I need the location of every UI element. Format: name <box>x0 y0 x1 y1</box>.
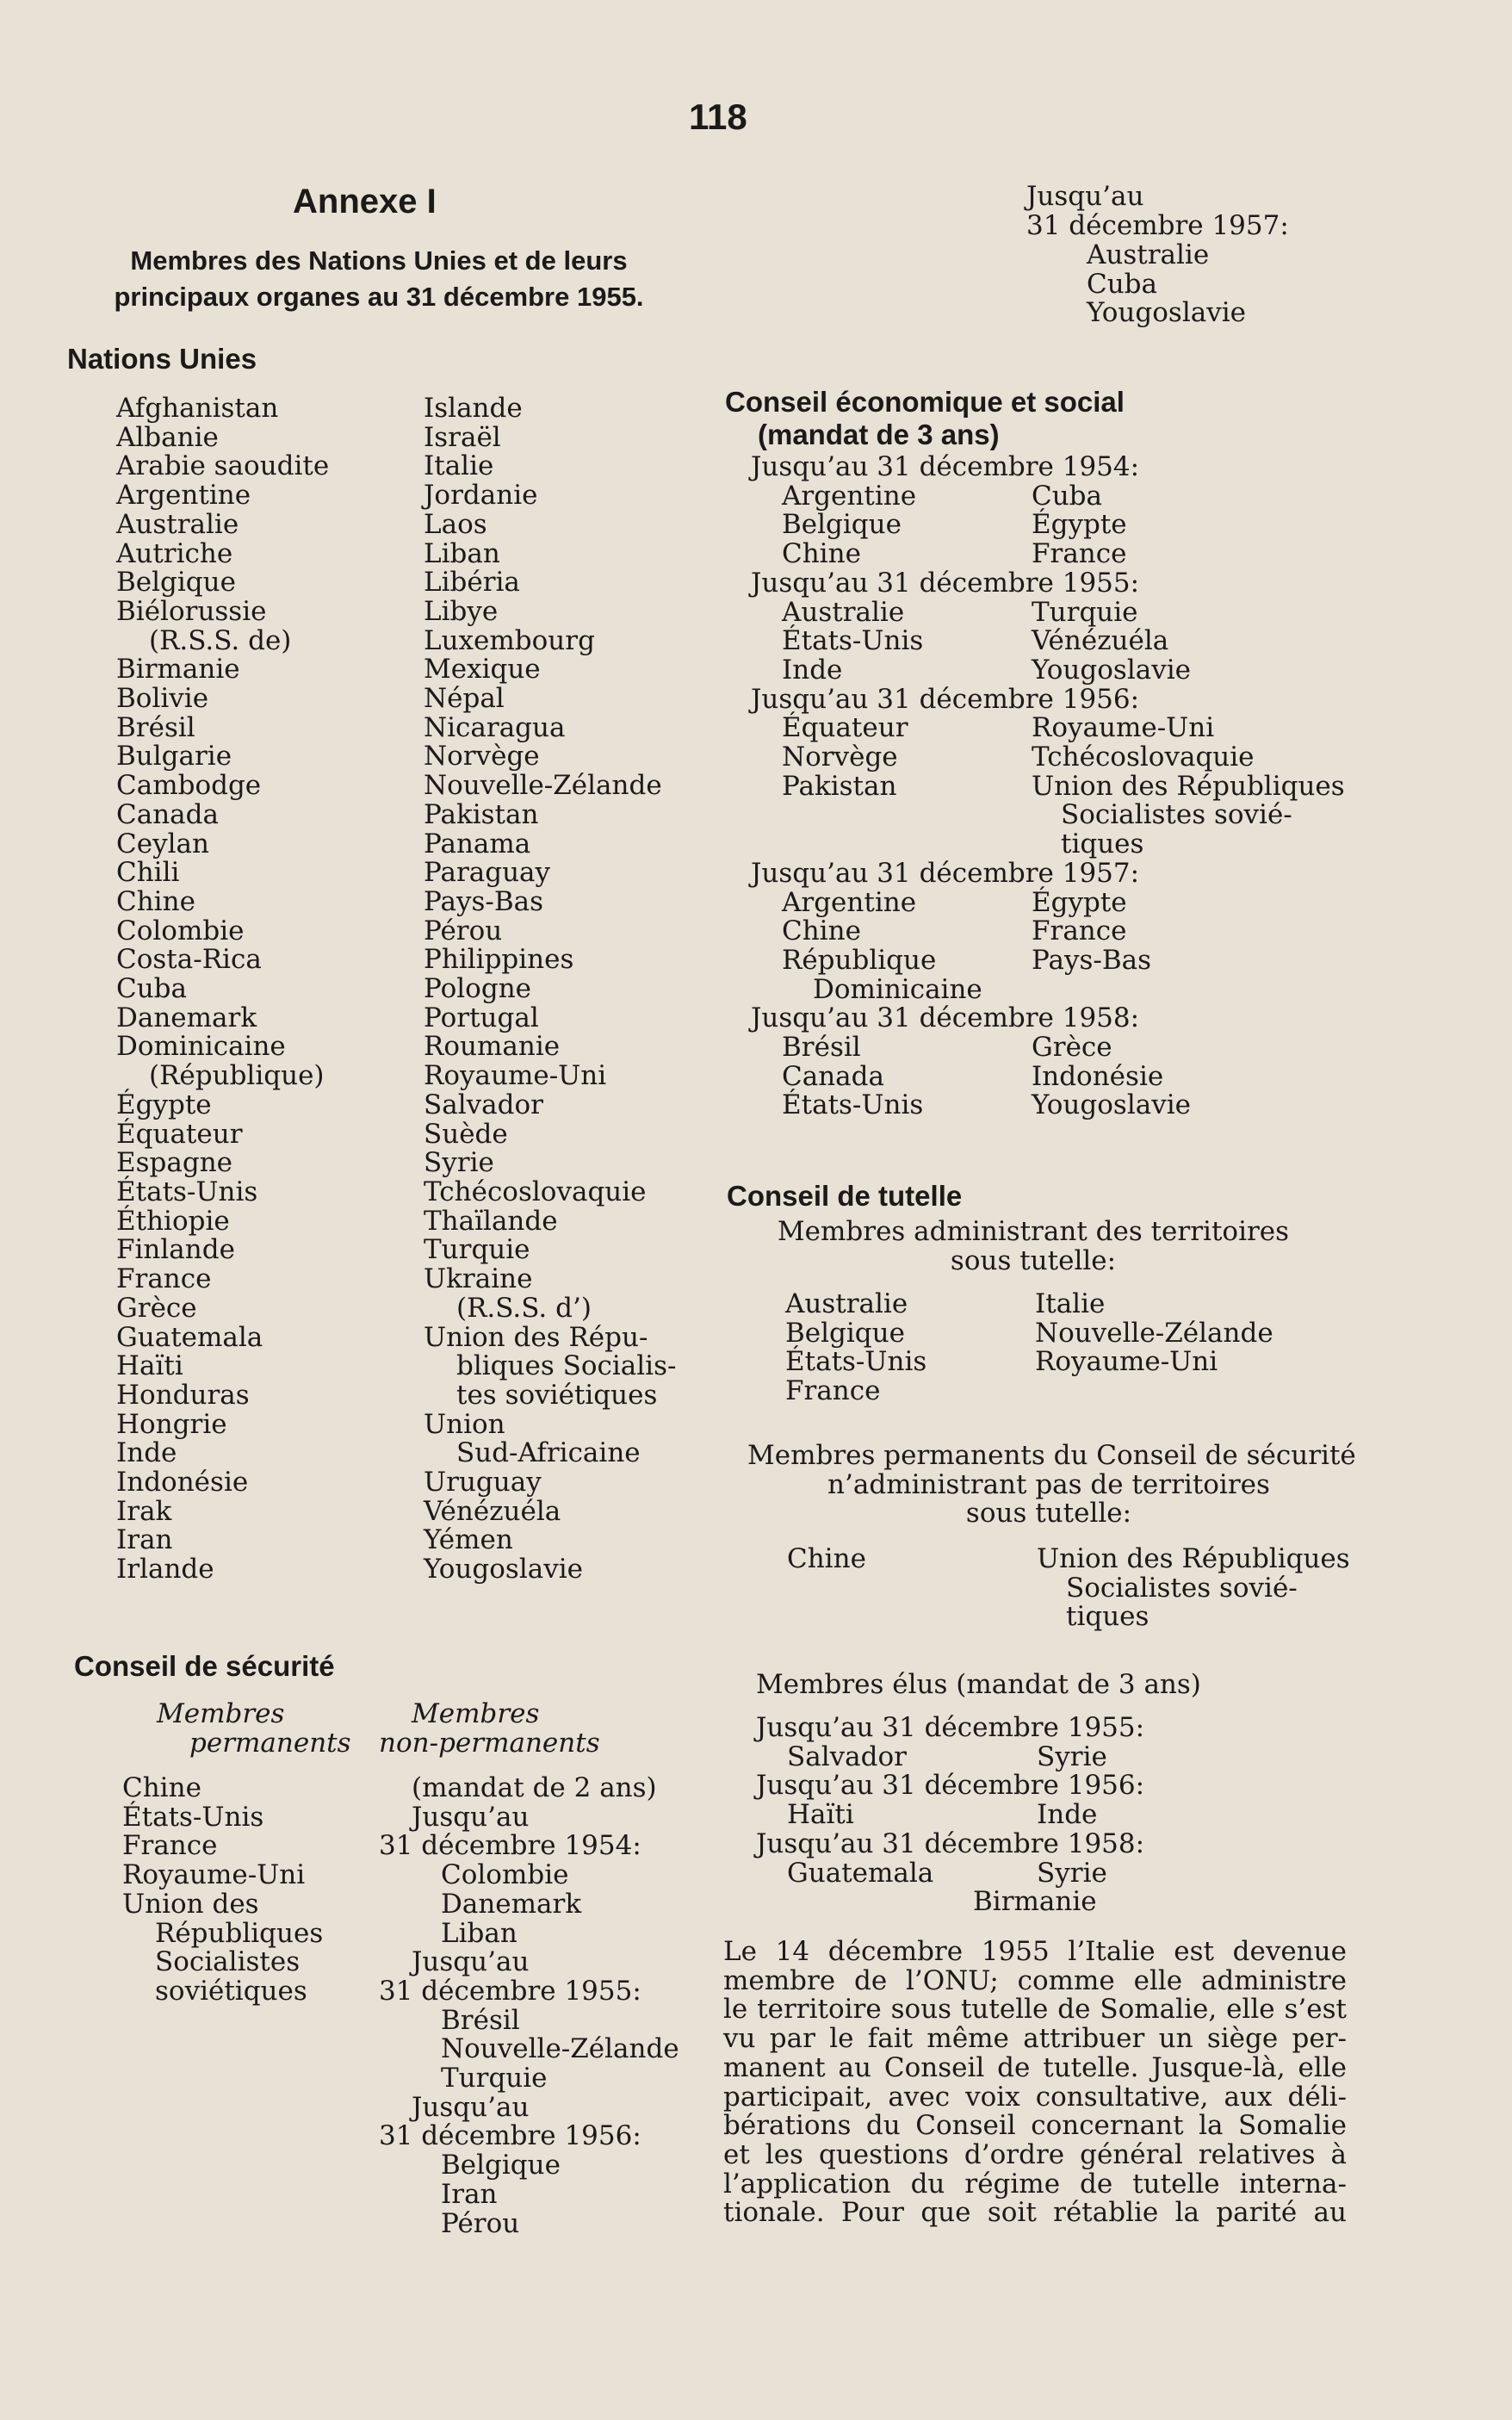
elected-member: Birmanie <box>973 1886 1097 1918</box>
ecosoc-member: France <box>1032 538 1127 570</box>
spacer <box>1032 976 1342 1005</box>
ecosoc-member: Canada <box>782 1060 884 1092</box>
security-heading: Conseil de sécurité <box>74 1650 335 1682</box>
nonpermanent-member: Brésil <box>441 2004 520 2036</box>
member-name: Libéria <box>424 567 520 599</box>
ecosoc-member: Pays-Bas <box>1032 944 1152 976</box>
permanent-member: Socialistes <box>155 1946 301 1978</box>
page-number: 118 <box>689 96 747 137</box>
member-name: Belgique <box>116 567 236 599</box>
paragraph-line: vu par le fait même attribuer un siège per- <box>723 2023 1347 2055</box>
admin-member: France <box>785 1375 881 1407</box>
ecosoc-member: Égypte <box>1032 509 1127 541</box>
paragraph-line: Le 14 décembre 1955 l’Italie est devenue <box>723 1936 1347 1967</box>
member-name: Afghanistan <box>116 393 279 424</box>
member-name: Inde <box>116 1437 177 1469</box>
member-name: Norvège <box>424 741 540 773</box>
term-date: 31 décembre 1954: <box>379 1830 641 1862</box>
paragraph-line: le territoire sous tutelle de Somalie, elle s’est <box>723 1994 1347 2026</box>
permanent-member: Républiques <box>155 1917 324 1949</box>
ecosoc-member: Dominicaine <box>813 973 982 1005</box>
member-name: (R.S.S. de) <box>149 624 292 656</box>
member-name: Australie <box>116 508 239 540</box>
annex-title: Annexe I <box>293 183 437 220</box>
member-name: Pérou <box>424 915 503 946</box>
nonpermanent-member: Colombie <box>441 1859 569 1891</box>
ecosoc-member: Grèce <box>1032 1032 1112 1064</box>
spacer <box>782 801 1032 830</box>
ecosoc-member: République <box>782 944 937 976</box>
member-name: Népal <box>424 683 505 715</box>
ecosoc-group <box>782 596 1342 686</box>
mandate-note: (mandat de 2 ans) <box>412 1772 657 1803</box>
member-name: Tchécoslovaquie <box>424 1176 647 1207</box>
member-name: Danemark <box>116 1002 257 1033</box>
nonpermanent-members-list <box>379 1774 679 2238</box>
admin-member: Nouvelle-Zélande <box>1035 1317 1273 1349</box>
permanent-member: France <box>122 1830 218 1862</box>
perm-heading-line: Membres permanents du Conseil de sécurité <box>747 1440 1356 1471</box>
perm-heading-line: sous tutelle: <box>965 1498 1132 1530</box>
member-name: Pakistan <box>424 798 539 830</box>
member-name: Cuba <box>116 973 188 1005</box>
member-name: Bolivie <box>116 683 209 715</box>
perm-nonadmin-left: Chine <box>787 1543 866 1574</box>
elected-members <box>756 1714 1295 1917</box>
ecosoc-member: Vénézuéla <box>1032 625 1169 657</box>
ecosoc-member: Chine <box>782 538 861 570</box>
until-label: Jusqu’au <box>412 1801 530 1833</box>
term-date: Jusqu’au 31 décembre 1956: <box>756 1770 1145 1802</box>
member-name: Iran <box>116 1524 173 1556</box>
paragraph-line: participait, avec voix consultative, aux déli- <box>723 2081 1347 2113</box>
member-name: Turquie <box>424 1234 530 1266</box>
ecosoc-member: Équateur <box>782 712 908 744</box>
admin-member: Belgique <box>785 1317 905 1349</box>
nonpermanent-header <box>379 1700 600 1758</box>
nonpermanent-member: Turquie <box>441 2063 548 2094</box>
member-name: Honduras <box>116 1379 250 1411</box>
paragraph-line: bérations du Conseil concernant la Somalie <box>723 2110 1347 2142</box>
perm-member: Union des Républiques <box>1037 1543 1350 1574</box>
security-1957-block <box>1026 183 1143 212</box>
member-name: Union <box>424 1408 505 1440</box>
until-label: Jusqu’au <box>412 1946 530 1978</box>
nonpermanent-member: Nouvelle-Zélande <box>441 2033 679 2065</box>
perm-nonadmin-right <box>1037 1545 1350 1632</box>
ecosoc-member: Inde <box>782 654 843 686</box>
member-name: Jordanie <box>424 480 538 512</box>
member-name: Costa-Rica <box>116 944 262 976</box>
member-name: Panama <box>424 828 531 859</box>
member-name: Irlande <box>116 1554 214 1585</box>
ecosoc-member: Tchécoslovaquie <box>1032 742 1255 773</box>
ecosoc-member: France <box>1032 915 1127 947</box>
member-name: Thaïlande <box>424 1205 558 1237</box>
member-name: Bulgarie <box>116 741 232 773</box>
member-name: Paraguay <box>424 857 551 889</box>
member-name: Suède <box>424 1118 508 1150</box>
member-name: Canada <box>116 798 219 830</box>
subtitle <box>69 243 689 315</box>
until-label: Jusqu’au <box>1026 181 1144 212</box>
member-name: Pologne <box>424 973 531 1005</box>
spacer <box>782 830 1032 859</box>
elected-member: Inde <box>1037 1799 1098 1831</box>
elected-member: Syrie <box>1037 1741 1107 1772</box>
ecosoc-member: Brésil <box>782 1032 861 1064</box>
ecosoc-group <box>782 712 1345 860</box>
ecosoc-member: Yougoslavie <box>1032 1089 1191 1121</box>
member-name: Irak <box>116 1495 172 1527</box>
admin-heading-line: Membres administrant des territoires <box>777 1216 1290 1247</box>
nonpermanent-member: Cuba <box>1087 268 1158 300</box>
member-name: Laos <box>424 508 487 540</box>
member-name: Espagne <box>116 1147 233 1179</box>
member-name: Dominicaine <box>116 1031 286 1063</box>
admin-member <box>1035 1377 1345 1406</box>
elected-member: Syrie <box>1037 1857 1107 1889</box>
member-name: Libye <box>424 595 499 627</box>
ecosoc-member: Chine <box>782 915 861 947</box>
member-name: Birmanie <box>116 654 240 686</box>
permanent-member: Chine <box>122 1772 201 1803</box>
term-date: Jusqu’au 31 décembre 1956: <box>751 683 1140 715</box>
un-members-col1 <box>116 394 329 1585</box>
term-date: Jusqu’au 31 décembre 1957: <box>751 857 1140 889</box>
member-name: Mexique <box>424 654 541 686</box>
member-name: Yémen <box>424 1524 513 1556</box>
nonpermanent-member: Iran <box>441 2178 498 2210</box>
member-name: Ukraine <box>424 1263 533 1295</box>
ecosoc-member: tiques <box>1061 828 1144 860</box>
member-name: Israël <box>424 421 501 453</box>
member-name: Roumanie <box>424 1031 561 1063</box>
admin-members-list <box>785 1290 1345 1406</box>
ecosoc-group <box>782 886 1342 1005</box>
elected-row <box>787 1859 1295 1889</box>
member-name: Pays-Bas <box>424 885 544 917</box>
member-name: tes soviétiques <box>456 1379 658 1411</box>
nonpermanent-header-line: Membres <box>412 1698 540 1729</box>
ecosoc-member: Argentine <box>782 886 917 918</box>
ecosoc-member: Australie <box>782 596 905 628</box>
member-name: Chili <box>116 857 180 889</box>
ecosoc-member: États-Unis <box>782 625 924 657</box>
member-name: Syrie <box>424 1147 494 1179</box>
admin-member: États-Unis <box>785 1346 927 1378</box>
permanent-member: États-Unis <box>122 1801 264 1833</box>
term-date: 31 décembre 1955: <box>379 1975 641 2007</box>
member-name: Nicaragua <box>424 711 566 743</box>
term-date: 31 décembre 1956: <box>379 2120 641 2152</box>
member-name: Finlande <box>116 1234 235 1266</box>
subtitle-line: Membres des Nations Unies et de leurs <box>130 245 628 276</box>
member-name: Éthiopie <box>116 1205 230 1237</box>
permanent-member: Union des <box>122 1888 259 1920</box>
member-name: Royaume-Uni <box>424 1060 607 1092</box>
ecosoc-members <box>751 451 1345 1121</box>
ecosoc-member: Socialistes sovié- <box>1061 799 1292 831</box>
admin-member: Royaume-Uni <box>1035 1346 1218 1378</box>
perm-member: Socialistes sovié- <box>1066 1572 1298 1604</box>
perm-heading-line: n’administrant pas de territoires <box>827 1468 1270 1500</box>
ecosoc-member: Turquie <box>1032 596 1138 628</box>
ecosoc-member: Cuba <box>1032 480 1103 512</box>
member-name: Brésil <box>116 711 195 743</box>
ecosoc-group <box>782 1033 1342 1120</box>
member-name: Italie <box>424 450 494 482</box>
paragraph-line: l’application du régime de tutelle interna- <box>723 2168 1347 2200</box>
member-name: Yougoslavie <box>424 1554 583 1585</box>
permanent-member: soviétiques <box>155 1975 307 2007</box>
elected-row <box>787 1801 1295 1830</box>
member-name: Guatemala <box>116 1321 263 1353</box>
nonpermanent-header-line: non-permanents <box>379 1727 600 1759</box>
term-date: Jusqu’au 31 décembre 1958: <box>751 1002 1140 1034</box>
un-heading: Nations Unies <box>67 343 257 375</box>
ecosoc-heading-line: (mandat de 3 ans) <box>758 419 1000 450</box>
nonpermanent-member: Yougoslavie <box>1087 297 1246 329</box>
ecosoc-member: Belgique <box>782 509 902 541</box>
member-name: Salvador <box>424 1089 543 1120</box>
member-name: Égypte <box>116 1089 212 1120</box>
term-date: Jusqu’au 31 décembre 1955: <box>756 1712 1145 1743</box>
member-name: Équateur <box>116 1118 243 1150</box>
ecosoc-heading-line: Conseil économique et social <box>725 386 1125 418</box>
note-paragraph <box>723 1938 1347 2228</box>
member-name: (République) <box>149 1060 325 1092</box>
nonpermanent-member: Belgique <box>441 2150 561 2181</box>
ecosoc-member: Égypte <box>1032 886 1127 918</box>
member-name: Cambodge <box>116 770 262 802</box>
permanent-members-list <box>122 1774 323 2007</box>
member-name: Indonésie <box>116 1467 249 1499</box>
member-name: Albanie <box>116 421 219 453</box>
member-name: (R.S.S. d’) <box>456 1292 592 1324</box>
member-name: Philippines <box>424 944 574 976</box>
nonpermanent-member: Liban <box>441 1917 517 1949</box>
member-name: Vénézuéla <box>424 1495 561 1527</box>
ecosoc-member: États-Unis <box>782 1089 924 1121</box>
member-name: Grèce <box>116 1292 197 1324</box>
term-date: Jusqu’au 31 décembre 1955: <box>751 567 1140 599</box>
member-name: Biélorussie <box>116 595 267 627</box>
paragraph-line: et les questions d’ordre général relatives à <box>723 2138 1347 2170</box>
member-name: États-Unis <box>116 1176 258 1207</box>
member-name: Islande <box>424 393 523 424</box>
subtitle-line: principaux organes au 31 décembre 1955. <box>114 282 644 312</box>
perm-nonadmin-heading <box>747 1440 1356 1530</box>
ecosoc-member: Royaume-Uni <box>1032 712 1215 744</box>
ecosoc-member: Yougoslavie <box>1032 654 1191 686</box>
admin-heading-line: sous tutelle: <box>950 1244 1117 1276</box>
member-name: Union des Répu- <box>424 1321 648 1353</box>
elected-member: Salvador <box>787 1741 907 1772</box>
elected-member: Guatemala <box>787 1857 934 1889</box>
ecosoc-group <box>782 482 1342 569</box>
admin-members-heading <box>741 1218 1326 1275</box>
member-name: Portugal <box>424 1002 539 1033</box>
elected-member: Haïti <box>787 1799 854 1831</box>
member-name: Colombie <box>116 915 245 946</box>
elected-heading: Membres élus (mandat de 3 ans) <box>756 1669 1201 1700</box>
member-name: Uruguay <box>424 1467 542 1499</box>
member-name: Chine <box>116 885 195 917</box>
paragraph-line: membre de l’ONU; comme elle administre <box>723 1964 1347 1996</box>
ecosoc-member: Indonésie <box>1032 1060 1164 1092</box>
member-name: Autriche <box>116 537 233 569</box>
admin-member: Italie <box>1035 1288 1106 1319</box>
member-name: Sud-Africaine <box>456 1437 641 1469</box>
permanent-member: Royaume-Uni <box>122 1859 306 1891</box>
member-name: Haïti <box>116 1350 183 1382</box>
un-members-col2 <box>424 394 676 1585</box>
trusteeship-heading: Conseil de tutelle <box>727 1180 963 1212</box>
permanent-header-line: Membres <box>157 1698 285 1729</box>
paragraph-line: manent au Conseil de tutelle. Jusque-là, elle <box>723 2051 1347 2083</box>
paragraph-line: tionale. Pour que soit rétablie la parité au <box>723 2197 1347 2229</box>
term-date: Jusqu’au 31 décembre 1954: <box>751 451 1140 482</box>
member-name: Ceylan <box>116 828 209 859</box>
ecosoc-member: Norvège <box>782 742 898 773</box>
elected-row <box>787 1743 1295 1772</box>
term-date: Jusqu’au 31 décembre 1958: <box>756 1827 1145 1859</box>
member-name: Luxembourg <box>424 624 595 656</box>
member-name: Liban <box>424 537 500 569</box>
member-name: Arabie saoudite <box>116 450 330 482</box>
member-name: Nouvelle-Zélande <box>424 770 662 802</box>
admin-member: Australie <box>785 1288 908 1319</box>
ecosoc-member: Union des Républiques <box>1032 770 1345 802</box>
member-name: Argentine <box>116 480 251 512</box>
permanent-header-line: permanents <box>189 1727 351 1759</box>
member-name: France <box>116 1263 212 1295</box>
member-name: bliques Socialis- <box>456 1350 677 1382</box>
security-1957-date: 31 décembre 1957: <box>1026 210 1289 241</box>
ecosoc-member: Argentine <box>782 480 917 512</box>
nonpermanent-member: Danemark <box>441 1888 582 1920</box>
nonpermanent-member: Australie <box>1087 239 1210 270</box>
security-1957-members <box>1087 241 1246 328</box>
permanent-header <box>157 1700 351 1758</box>
nonpermanent-member: Pérou <box>441 2207 520 2239</box>
member-name: Hongrie <box>116 1408 227 1440</box>
ecosoc-heading <box>725 386 1125 451</box>
perm-member: tiques <box>1066 1601 1149 1633</box>
until-label: Jusqu’au <box>412 2091 530 2123</box>
ecosoc-member: Pakistan <box>782 770 897 802</box>
